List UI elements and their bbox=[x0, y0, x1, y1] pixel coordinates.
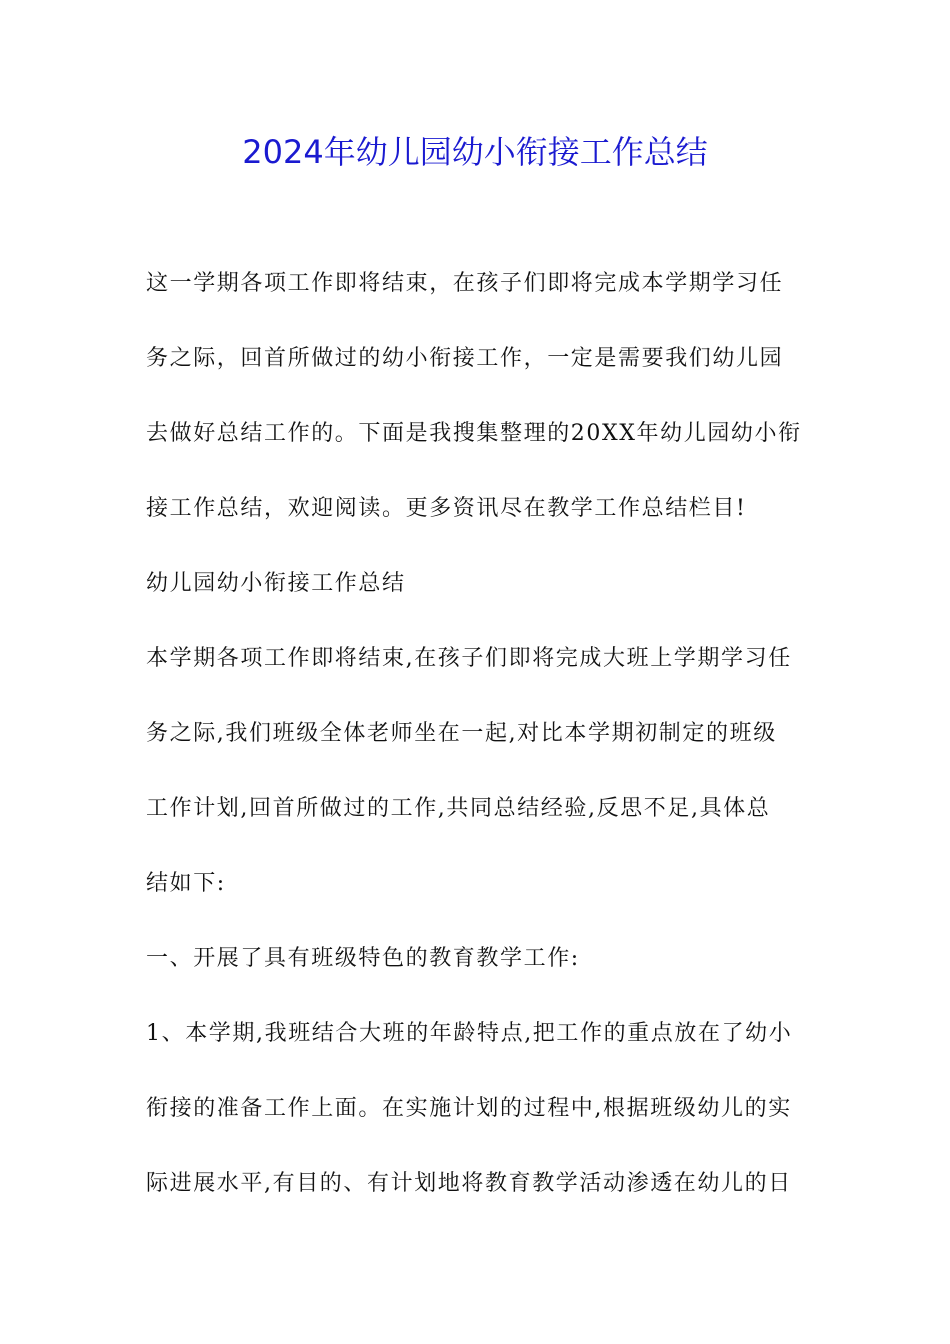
document-title: 2024年幼儿园幼小衔接工作总结 bbox=[242, 133, 708, 171]
text-line-9: 结如下: bbox=[146, 871, 226, 896]
text-line-12: 衔接的准备工作上面。在实施计划的过程中,根据班级幼儿的实 bbox=[146, 1096, 792, 1121]
text-line-11: 1、本学期,我班结合大班的年龄特点,把工作的重点放在了幼小 bbox=[146, 1021, 793, 1046]
text-line-1: 这一学期各项工作即将结束，在孩子们即将完成本学期学习任 bbox=[146, 271, 784, 296]
text-line-4: 接工作总结，欢迎阅读。更多资讯尽在教学工作总结栏目! bbox=[146, 496, 747, 521]
text-line-3: 去做好总结工作的。下面是我搜集整理的20XX年幼儿园幼小衔 bbox=[146, 421, 802, 446]
text-line-13: 际进展水平,有目的、有计划地将教育教学活动渗透在幼儿的日 bbox=[146, 1171, 792, 1196]
section-heading: 幼儿园幼小衔接工作总结 bbox=[146, 571, 406, 596]
text-line-7: 务之际,我们班级全体老师坐在一起,对比本学期初制定的班级 bbox=[146, 721, 777, 746]
text-line-8: 工作计划,回首所做过的工作,共同总结经验,反思不足,具体总 bbox=[146, 796, 771, 821]
text-line-2: 务之际，回首所做过的幼小衔接工作，一定是需要我们幼儿园 bbox=[146, 346, 784, 371]
text-line-6: 本学期各项工作即将结束,在孩子们即将完成大班上学期学习任 bbox=[146, 646, 792, 671]
subsection-heading: 一、开展了具有班级特色的教育教学工作: bbox=[146, 946, 580, 971]
